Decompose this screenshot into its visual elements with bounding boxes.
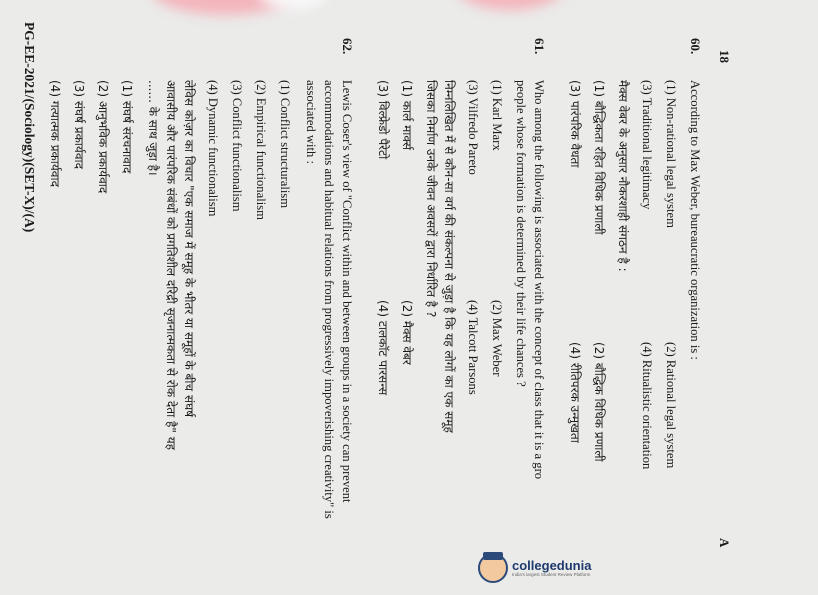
question-text-hindi: निम्नलिखित में से कौन-सा वर्ग की संकल्पना से जुड़ा है कि यह लोगों का एक समूह bbox=[442, 80, 456, 433]
option: (3) Traditional legitimacy bbox=[640, 80, 654, 210]
option: (1) Karl Marx bbox=[490, 80, 504, 151]
option-hindi: (3) संघर्ष प्रकार्यवाद bbox=[72, 80, 86, 170]
option-hindi: (2) बौद्धिक विधिक प्रणाली bbox=[592, 342, 606, 462]
option: (4) Talcott Parsons bbox=[466, 300, 480, 395]
page-footer: PG-EE-2021/(Sociology)(SET-X)/(A) bbox=[22, 22, 37, 233]
question-text-hindi: आवासीय और पारंपरिक संबंधों को प्रगतिशील दरिद्री सृजनात्मकता से रोक देता है" यह bbox=[164, 80, 178, 451]
option: (2) Rational legal system bbox=[664, 342, 678, 469]
question-text: Who among the following is associated with the concept of class that it is a gro bbox=[532, 80, 546, 480]
option-hindi: (1) बौद्धिकता रहित विधिक प्रणाली bbox=[592, 80, 606, 235]
question-number: 61. bbox=[532, 38, 547, 55]
option-hindi: (1) कार्ल मार्क्स bbox=[400, 80, 414, 150]
option-hindi: (2) मैक्स वेबर bbox=[400, 300, 414, 365]
option-hindi: (2) आनुभविक प्रकार्यवाद bbox=[96, 80, 110, 194]
option: (1) Conflict structuralism bbox=[278, 80, 292, 209]
option-hindi: (4) गत्यात्मक प्रकार्यवाद bbox=[48, 80, 62, 187]
set-letter: A bbox=[717, 538, 732, 548]
option-hindi: (4) रीतिपरक उन्मुखता bbox=[568, 342, 582, 443]
question-text: According to Max Weber, bureaucratic organization is : bbox=[688, 80, 702, 360]
logo-tagline: India's largest Student Review Platform bbox=[512, 571, 591, 577]
question-number: 62. bbox=[340, 38, 355, 55]
option: (4) Ritualistic orientation bbox=[640, 342, 654, 470]
option: (2) Max Weber bbox=[490, 300, 504, 377]
mascot-icon bbox=[478, 553, 508, 583]
question-text: people whose formation is determined by their life chances ? bbox=[514, 80, 528, 387]
option-hindi: (1) संघर्ष संरचनावाद bbox=[120, 80, 134, 174]
question-text-hindi: ...... के साथ जुड़ा है। bbox=[146, 80, 160, 176]
option: (3) Conflict functionalism bbox=[230, 80, 244, 212]
option: (2) Empirical functionalism bbox=[254, 80, 268, 220]
question-text-hindi: लेविस कोज़र का विचार "एक समाज में समूह के भीतर या समूहों के बीच संघर्ष bbox=[182, 80, 196, 418]
logo-name: collegedunia bbox=[512, 557, 592, 573]
question-text-hindi: मैक्स वेबर के अनुसार नौकरशाही संगठन है : bbox=[616, 80, 630, 272]
question-number: 60. bbox=[688, 38, 703, 55]
option: (3) Vilfredo Pareto bbox=[466, 80, 480, 175]
question-text-hindi: जिसका निर्माण उनके जीवन अवसरों द्वारा निर्धारित है ? bbox=[424, 80, 438, 318]
option-hindi: (4) टालकॉट पारसन्स bbox=[376, 300, 390, 396]
option: (1) Non-rational legal system bbox=[664, 80, 678, 228]
question-text: associated with : bbox=[304, 80, 318, 164]
question-text: Lewis Coser's view of "Conflict within and between groups in a society can prevent bbox=[340, 80, 354, 503]
question-text: accommodations and habitual relations from progressively impoverishing creativity" is bbox=[322, 80, 336, 519]
page-number: 18 bbox=[717, 50, 732, 63]
option-hindi: (3) विल्फ्रेडो पैरेटो bbox=[376, 80, 390, 160]
collegedunia-logo bbox=[478, 553, 591, 583]
option-hindi: (3) पारंपरिक वैधता bbox=[568, 80, 582, 168]
option: (4) Dynamic functionalism bbox=[206, 80, 220, 217]
